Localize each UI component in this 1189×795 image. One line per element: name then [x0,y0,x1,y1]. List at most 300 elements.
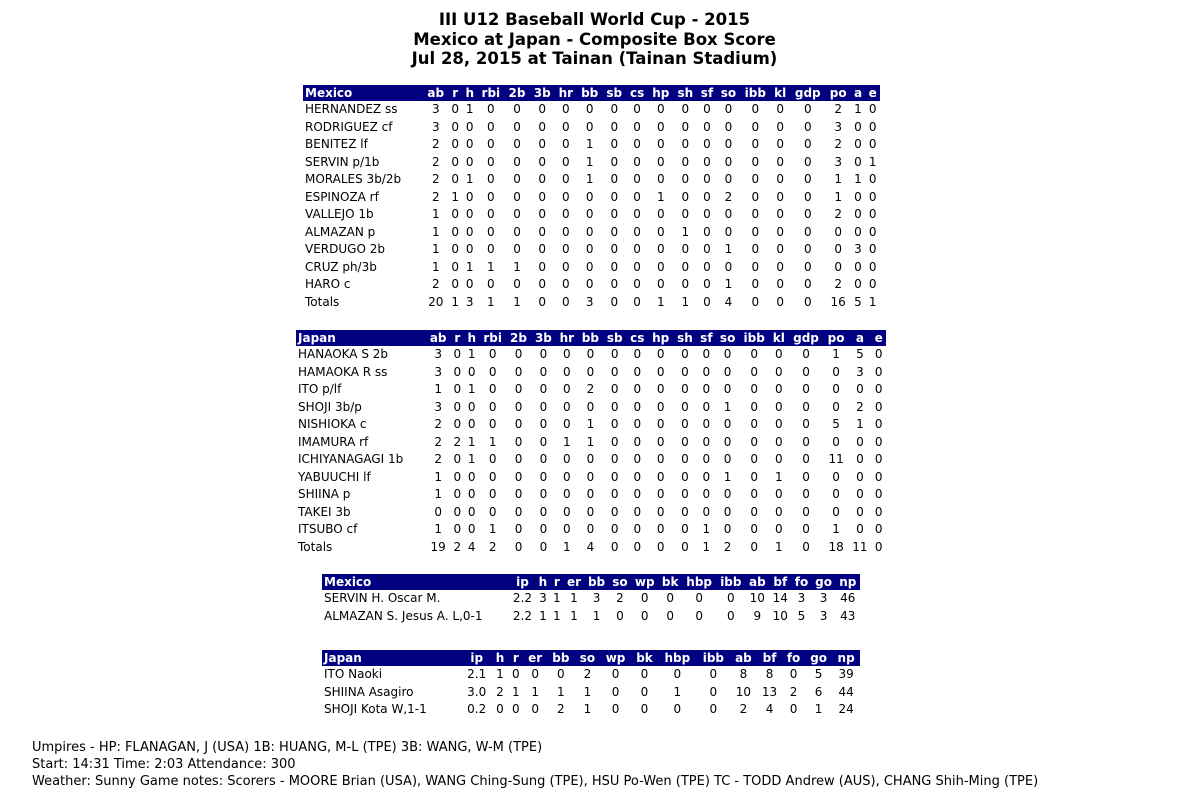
stat-cell: 0 [803,242,812,256]
column-header-ip: ip [509,574,536,590]
stat-cell: 0 [488,417,497,431]
stat-cell: 0 [656,504,665,519]
stat-cell: 0 [854,119,862,134]
stat-cell: 0 [453,469,462,484]
stat-cell: 0 [514,364,523,379]
stat-cell: 3 [434,364,442,379]
stat-cell: 1 [583,684,592,699]
stat-cell: 0 [538,224,547,239]
stat-cell: 0 [774,522,783,536]
stat-cell: 0 [803,189,812,204]
stat-cell: 1 [702,522,711,536]
stat-cell: 0 [610,399,619,414]
stat-cell: 0 [656,487,665,501]
stat-cell: 3 [856,364,864,379]
stat-cell: 1 [431,224,440,239]
stat-cell: 3 [854,242,862,256]
column-header-go: go [805,650,832,666]
stat-cell: 0 [702,487,711,501]
stat-cell: 0 [656,259,665,274]
game-time-line: Start: 14:31 Time: 2:03 Attendance: 300 [32,757,296,772]
table-row [296,399,886,417]
stat-cell: 0 [723,487,732,501]
column-header-so: so [717,85,740,101]
stat-cell: 0 [633,294,641,309]
stat-cell: 0 [434,504,442,519]
stat-cell: 0 [802,539,810,554]
player-name: HAMAOKA R ss [298,364,388,379]
stat-cell: 0 [703,154,711,169]
stat-cell: 0 [656,382,665,396]
stat-cell: 0 [709,684,718,699]
stat-cell: 1 [487,259,495,274]
stat-cell: 2 [434,434,442,449]
stat-cell: 2 [834,102,843,116]
column-header-sf: sf [697,330,716,346]
stat-cell: 2.1 [467,667,487,681]
stat-cell: 0 [487,172,495,186]
column-header-hr: hr [556,330,578,346]
stat-cell: 2 [724,189,733,204]
stat-cell: 0 [514,347,523,361]
column-header-er: er [564,574,585,590]
player-name: ALMAZAN S. Jesus A. L,0-1 [324,608,483,623]
stat-cell: 0 [514,469,523,484]
table-row [322,684,860,702]
stat-cell: 0 [724,102,733,116]
stat-cell: 1 [724,277,733,291]
stat-cell: 2 [834,207,843,221]
stat-cell: 0 [633,382,642,396]
table-row [296,416,886,434]
stat-cell: 0 [488,452,497,466]
column-header-so: so [609,574,631,590]
weather-notes-line: Weather: Sunny Game notes: Scorers - MOORE Brian (USA), WANG Ching-Sung (TPE), HSU Po-Wen (TPE) TC - TODD Andrew (AUS), CHANG Shih-Ming (TPE) [32,774,1039,789]
stat-cell: 0 [727,608,735,623]
stat-cell: 0 [514,399,523,414]
stat-cell: 0 [451,172,459,186]
table-row [296,486,886,504]
stat-cell: 0 [681,137,690,151]
stat-cell: 0 [453,417,462,431]
stat-cell: 0 [585,277,594,291]
stat-cell: 0 [488,504,497,519]
stat-cell: 0 [487,189,495,204]
stat-cell: 0 [633,277,641,291]
column-header-e: e [865,85,880,101]
stat-cell: 0 [586,452,595,466]
stat-cell: 0 [611,702,620,716]
player-name: ALMAZAN p [305,224,376,239]
stat-cell: 0 [868,102,877,116]
column-header-hp: hp [648,85,673,101]
stat-cell: 2 [789,684,798,699]
stat-cell: 0 [633,434,642,449]
stat-cell: 0 [513,242,521,256]
column-header-2b: 2b [504,85,529,101]
table-row [303,189,880,207]
stat-cell: 1 [563,539,571,554]
japan-pitching-table [322,650,860,719]
stat-cell: 0 [776,172,785,186]
table-row [322,590,860,608]
table-row [322,666,860,684]
header-row [296,330,886,346]
stat-cell: 2.2 [512,608,532,623]
stat-cell: 0 [453,504,462,519]
stat-cell: 0 [774,382,783,396]
column-header-ibb: ibb [739,330,769,346]
stat-cell: 0 [702,417,711,431]
stat-cell: 2 [431,172,440,186]
stat-cell: 0 [874,452,883,466]
stat-cell: 0.2 [467,702,487,716]
stat-cell: 0 [586,504,595,519]
player-name: SERVIN p/1b [305,154,380,169]
stat-cell: 0 [750,452,758,466]
stat-cell: 16 [830,294,846,309]
stat-cell: 3 [797,591,806,605]
table-row [303,206,880,224]
stat-cell: 0 [868,277,877,291]
stat-cell: 0 [538,207,547,221]
stat-cell: 0 [465,189,474,204]
player-name: SHIINA Asagiro [324,684,414,699]
stat-cell: 0 [633,259,641,274]
stat-cell: 2 [856,399,864,414]
stat-cell: 0 [724,259,733,274]
stat-cell: 0 [776,224,785,239]
stat-cell: 0 [854,137,862,151]
stat-cell: 0 [723,364,732,379]
stat-cell: 1 [487,294,495,309]
stat-cell: 0 [856,487,864,501]
stat-cell: 0 [774,364,783,379]
stat-cell: 43 [840,608,856,623]
stat-cell: 0 [511,667,520,681]
stat-cell: 1 [832,347,840,361]
stat-cell: 0 [539,469,548,484]
column-header-np: np [832,650,860,666]
stat-cell: 1 [467,434,476,449]
stat-cell: 0 [702,347,711,361]
stat-cell: 1 [431,242,440,256]
table-row [322,701,860,719]
stat-cell: 0 [610,452,619,466]
stat-cell: 0 [610,382,619,396]
stat-cell: 0 [750,487,758,501]
stat-cell: 0 [656,434,665,449]
stat-cell: 0 [681,487,689,501]
table-row [303,241,880,259]
stat-cell: 4 [724,294,733,309]
stat-cell: 0 [451,137,459,151]
stat-cell: 0 [874,504,883,519]
stat-cell: 0 [538,189,547,204]
player-name: RODRIGUEZ cf [305,119,393,134]
stat-cell: 1 [451,294,459,309]
stat-cell: 1 [774,469,783,484]
column-header-hbp: hbp [682,574,716,590]
stat-cell: 0 [467,504,476,519]
stat-cell: 0 [633,364,642,379]
stat-cell: 0 [465,119,474,134]
stat-cell: 5 [854,294,862,309]
stat-cell: 0 [776,294,785,309]
player-name: TAKEI 3b [298,504,351,519]
stat-cell: 0 [586,469,595,484]
stat-cell: 0 [681,452,689,466]
stat-cell: 1 [434,382,442,396]
stat-cell: 1 [774,539,783,554]
stat-cell: 0 [750,417,758,431]
player-name: SHIINA p [298,487,351,501]
stat-cell: 0 [832,469,840,484]
stat-cell: 1 [465,172,474,186]
stat-cell: 0 [802,434,810,449]
stat-cell: 0 [585,119,594,134]
stat-cell: 3 [585,294,594,309]
table-row [322,608,860,626]
stat-cell: 1 [496,667,504,681]
table-row [303,259,880,277]
stat-cell: 0 [832,364,840,379]
stat-cell: 0 [513,119,521,134]
stat-cell: 0 [868,259,877,274]
stat-cell: 0 [802,417,810,431]
stat-cell: 0 [681,242,690,256]
stat-cell: 0 [513,154,521,169]
stat-cell: 0 [874,399,883,414]
column-header-r: r [550,574,563,590]
stat-cell: 0 [451,207,459,221]
column-header-h: h [492,650,508,666]
stat-cell: 1 [563,434,571,449]
stat-cell: 0 [610,347,619,361]
stat-cell: 0 [776,137,785,151]
stat-cell: 0 [538,242,547,256]
stat-cell: 1 [531,684,540,699]
stat-cell: 0 [751,137,760,151]
stat-cell: 0 [538,102,547,116]
stat-cell: 0 [854,259,862,274]
stat-cell: 1 [553,608,561,623]
stat-cell: 0 [750,469,758,484]
stat-cell: 0 [633,504,642,519]
stat-cell: 1 [431,259,440,274]
column-header-ab: ab [423,85,448,101]
stat-cell: 0 [585,259,594,274]
stat-cell: 3 [465,294,474,309]
japan-batting-table [296,330,886,556]
stat-cell: 0 [538,294,547,309]
stat-cell: 4 [467,539,476,554]
column-header-hp: hp [648,330,673,346]
stat-cell: 0 [803,259,812,274]
player-name: BENITEZ lf [305,137,368,151]
column-header-ibb: ibb [716,574,745,590]
stat-cell: 0 [611,684,620,699]
stat-cell: 0 [802,522,810,536]
column-header-fo: fo [782,650,805,666]
stat-cell: 0 [610,417,619,431]
stat-cell: 0 [703,102,711,116]
player-name: Totals [298,539,333,554]
stat-cell: 1 [451,189,459,204]
stat-cell: 1 [511,684,520,699]
stat-cell: 0 [874,347,883,361]
column-header-r: r [448,85,462,101]
stat-cell: 0 [633,417,642,431]
stat-cell: 0 [633,224,641,239]
stat-cell: 0 [681,102,690,116]
stat-cell: 2 [431,189,440,204]
column-header-kl: kl [769,330,788,346]
stat-cell: 1 [854,172,862,186]
stat-cell: 0 [656,452,665,466]
stat-cell: 1 [557,684,565,699]
stat-cell: 0 [487,154,495,169]
column-header-sb: sb [603,330,626,346]
stat-cell: 0 [803,224,812,239]
stat-cell: 3.0 [467,684,487,699]
stat-cell: 0 [656,399,665,414]
player-name: ITO p/lf [298,382,342,396]
stat-cell: 0 [656,207,665,221]
stat-cell: 2 [557,702,565,716]
stat-cell: 20 [428,294,444,309]
stat-cell: 2 [616,591,624,605]
stat-cell: 1 [513,294,521,309]
stat-cell: 0 [750,504,758,519]
stat-cell: 0 [834,259,843,274]
column-header-wp: wp [631,574,658,590]
box-score-title [0,10,1189,69]
stat-cell: 0 [874,364,883,379]
stat-cell: 0 [610,277,619,291]
stat-cell: 0 [557,667,565,681]
column-header-bb: bb [578,330,603,346]
stat-cell: 0 [586,487,595,501]
column-header-bb: bb [584,574,608,590]
stat-cell: 0 [703,224,711,239]
stat-cell: 0 [539,487,548,501]
table-row [303,101,880,119]
stat-cell: 0 [751,207,760,221]
column-header-2b: 2b [506,330,531,346]
stat-cell: 0 [703,259,711,274]
stat-cell: 0 [681,399,689,414]
totals-row [303,294,880,312]
stat-cell: 0 [856,522,864,536]
stat-cell: 0 [723,452,732,466]
team-header: Mexico [322,574,509,590]
stat-cell: 0 [539,417,548,431]
stat-cell: 3 [434,399,442,414]
stat-cell: 0 [539,452,548,466]
stat-cell: 1 [814,702,823,716]
stat-cell: 0 [803,207,812,221]
stat-cell: 0 [585,102,594,116]
stat-cell: 24 [838,702,854,716]
stat-cell: 0 [832,487,840,501]
stat-cell: 0 [723,347,732,361]
stat-cell: 5 [814,667,823,681]
stat-cell: 3 [539,591,547,605]
stat-cell: 0 [514,522,523,536]
stat-cell: 0 [656,242,665,256]
stat-cell: 0 [832,434,840,449]
stat-cell: 0 [874,417,883,431]
stat-cell: 0 [702,434,711,449]
stat-cell: 1 [553,591,561,605]
stat-cell: 0 [803,294,812,309]
stat-cell: 0 [539,504,548,519]
stat-cell: 0 [640,684,649,699]
stat-cell: 0 [562,259,570,274]
stat-cell: 0 [856,469,864,484]
table-row [303,276,880,294]
table-row [296,451,886,469]
header-row [303,85,880,101]
table-row [303,154,880,172]
stat-cell: 0 [703,294,711,309]
stat-cell: 0 [874,522,883,536]
stat-cell: 0 [585,189,594,204]
stat-cell: 0 [514,417,523,431]
stat-cell: 0 [709,702,718,716]
column-header-so: so [716,330,739,346]
stat-cell: 0 [751,294,760,309]
column-header-h: h [464,330,479,346]
stat-cell: 0 [681,207,690,221]
player-name: MORALES 3b/2b [305,172,402,186]
stat-cell: 0 [487,102,495,116]
team-header: Japan [296,330,426,346]
stat-cell: 0 [681,119,690,134]
stat-cell: 0 [774,487,783,501]
player-name: ITSUBO cf [298,522,358,536]
stat-cell: 8 [765,667,774,681]
stat-cell: 0 [563,399,571,414]
stat-cell: 0 [656,469,665,484]
stat-cell: 0 [585,242,594,256]
stat-cell: 0 [616,608,624,623]
stat-cell: 0 [868,189,877,204]
stat-cell: 0 [723,434,732,449]
player-name: VALLEJO 1b [305,207,374,221]
stat-cell: 0 [703,119,711,134]
stat-cell: 0 [774,504,783,519]
stat-cell: 0 [666,591,675,605]
stat-cell: 0 [702,469,711,484]
stat-cell: 3 [834,119,843,134]
stat-cell: 0 [513,277,521,291]
stat-cell: 0 [586,364,595,379]
stat-cell: 0 [610,224,619,239]
stat-cell: 0 [656,364,665,379]
stat-cell: 0 [803,102,812,116]
column-header-gdp: gdp [788,330,823,346]
title-line-1: III U12 Baseball World Cup - 2015 [438,10,751,29]
stat-cell: 0 [702,364,711,379]
stat-cell: 0 [610,242,619,256]
stat-cell: 0 [703,242,711,256]
stat-cell: 0 [724,172,733,186]
totals-row [296,539,886,557]
stat-cell: 0 [789,702,798,716]
stat-cell: 3 [434,347,442,361]
